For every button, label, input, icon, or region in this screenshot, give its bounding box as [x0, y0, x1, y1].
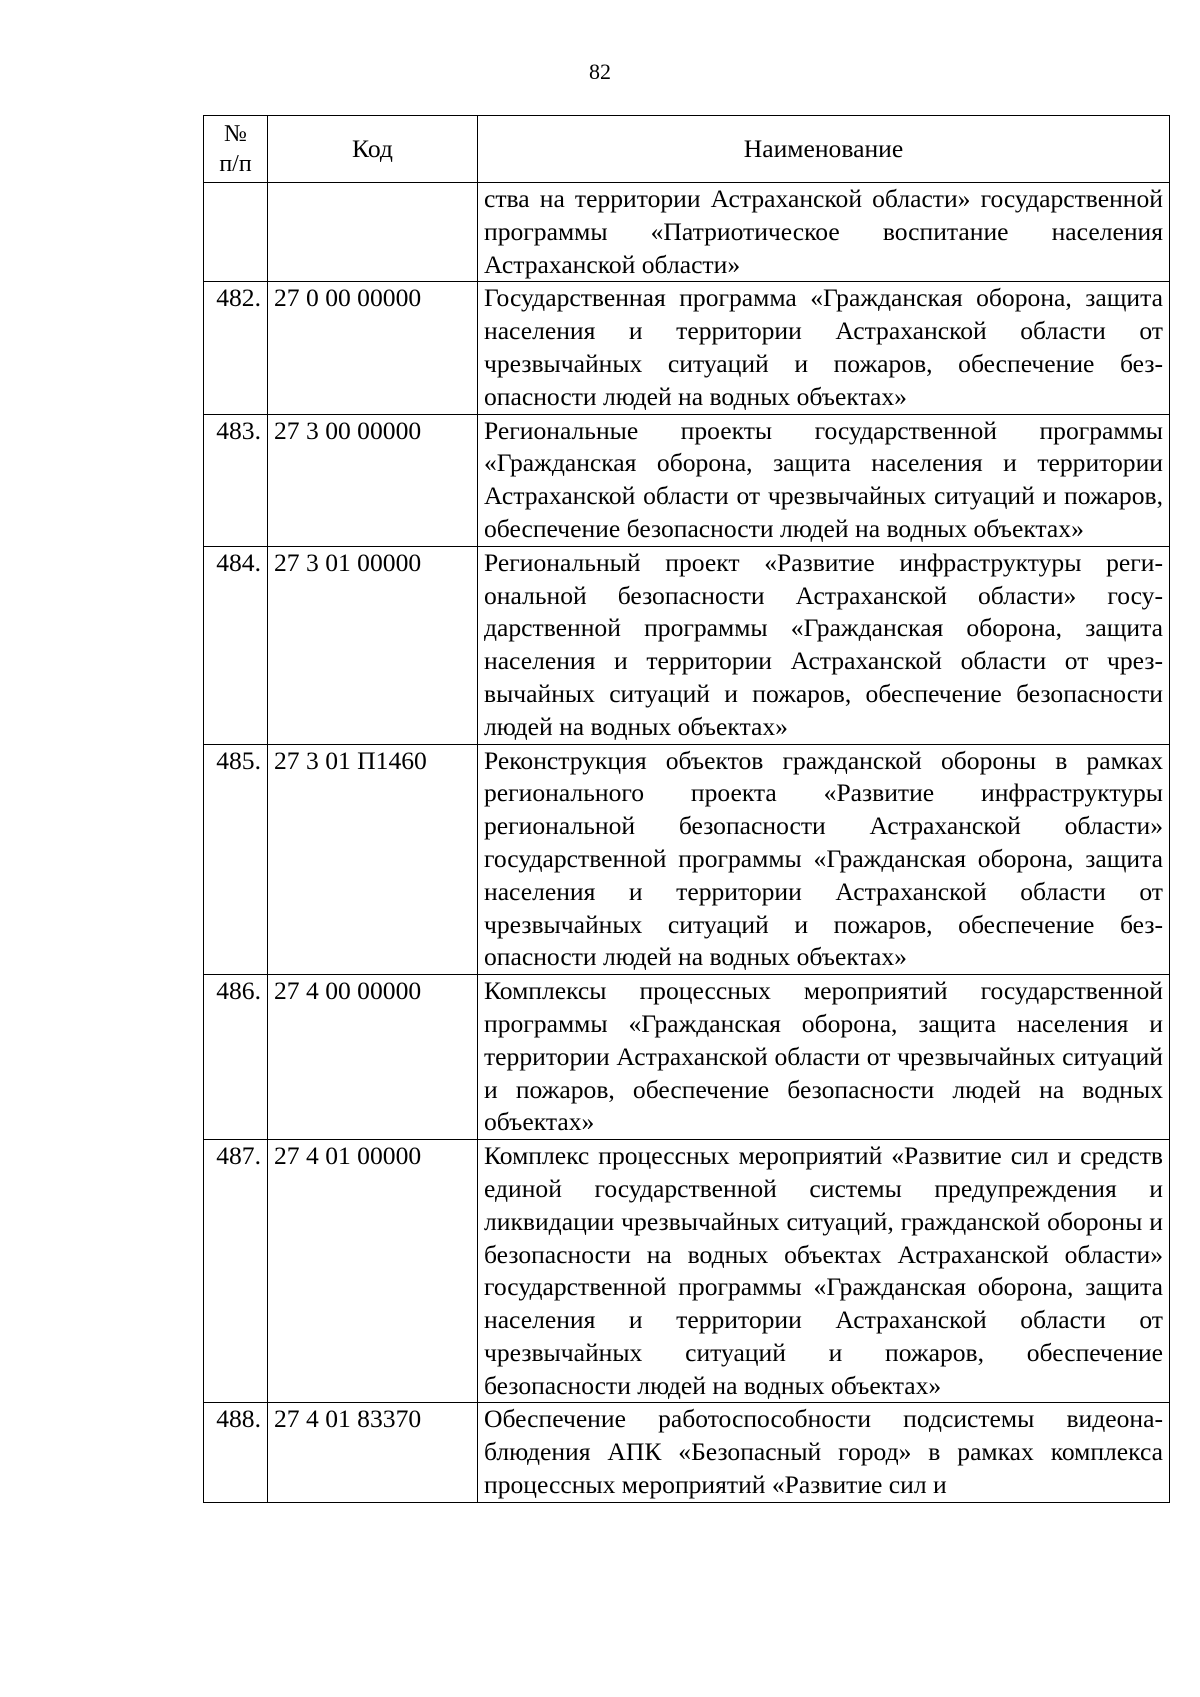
row-number: 484.: [204, 546, 268, 744]
row-name: Обеспечение работоспособности подсистемы видеонаблюдения АПК «Безопасный город» в рамках комплекса процессных мероприятий «Развитие сил и: [478, 1403, 1170, 1502]
row-number: 487.: [204, 1140, 268, 1403]
header-name: Наименование: [478, 116, 1170, 183]
table-header-row: [204, 116, 1170, 183]
code-registry-table: [203, 115, 1170, 1503]
row-name: Реконструкция объектов гражданской обороны в рамках регионального проекта «Развитие инфраструктуры региональной безопасности Астраханской области» государственной программы «Гражданская оборона, защита населения и территории Астраханской области от чрезвычайных ситуаций и пожаров, обеспечение безопасности людей на водных объектах»: [478, 744, 1170, 975]
row-number: [204, 183, 268, 282]
page-number: 82: [589, 59, 611, 84]
table-row: [204, 1403, 1170, 1502]
row-code: 27 4 01 83370: [268, 1403, 478, 1502]
row-code: 27 4 01 00000: [268, 1140, 478, 1403]
row-code: 27 3 01 П1460: [268, 744, 478, 975]
row-name: Региональные проекты государственной программы «Гражданская оборона, защита населения и территории Астраханской области от чрезвычайных ситуаций и пожаров, обеспечение безопасности людей на водных объектах»: [478, 414, 1170, 546]
header-number-sign: №: [224, 121, 247, 147]
table-row: [204, 1140, 1170, 1403]
header-row-number: [204, 116, 268, 183]
row-number: 486.: [204, 975, 268, 1140]
table-header: [204, 116, 1170, 183]
table-body: [204, 183, 1170, 1503]
row-code: 27 3 00 00000: [268, 414, 478, 546]
header-number-abbrev: п/п: [219, 151, 252, 177]
row-number: 488.: [204, 1403, 268, 1502]
row-number: 482.: [204, 282, 268, 414]
row-name: Комплексы процессных мероприятий государственной программы «Гражданская оборона, защита населения и территории Астраханской области от чрезвычайных ситуаций и пожаров, обеспечение безопасности людей на водных объектах»: [478, 975, 1170, 1140]
row-code: [268, 183, 478, 282]
row-name: Государственная программа «Гражданская оборона, защита населения и территории Астраханской области от чрезвычайных ситуаций и пожаров, обеспечение безопасности людей на водных объектах»: [478, 282, 1170, 414]
row-name: ства на территории Астраханской области» государственной программы «Патриотическое воспитание населения Астраханской области»: [478, 183, 1170, 282]
table-row: [204, 414, 1170, 546]
table-row: [204, 282, 1170, 414]
table-row: [204, 183, 1170, 282]
row-number: 485.: [204, 744, 268, 975]
row-code: 27 0 00 00000: [268, 282, 478, 414]
row-code: 27 4 00 00000: [268, 975, 478, 1140]
table-row: [204, 975, 1170, 1140]
row-number: 483.: [204, 414, 268, 546]
row-name: Региональный проект «Развитие инфраструктуры региональной безопасности Астраханской области» государственной программы «Гражданская оборона, защита населения и территории Астраханской области от чрезвычайных ситуаций и пожаров, обеспечение безопасности людей на водных объектах»: [478, 546, 1170, 744]
row-code: 27 3 01 00000: [268, 546, 478, 744]
table-row: [204, 744, 1170, 975]
table-row: [204, 546, 1170, 744]
header-code: Код: [268, 116, 478, 183]
row-name: Комплекс процессных мероприятий «Развитие сил и средств единой государственной системы предупреждения и ликвидации чрезвычайных ситуаций, гражданской обороны и безопасности на водных объектах Астраханской области» государственной программы «Гражданская оборона, защита населения и территории Астраханской области от чрезвычайных ситуаций и пожаров, обеспечение безопасности людей на водных объектах»: [478, 1140, 1170, 1403]
